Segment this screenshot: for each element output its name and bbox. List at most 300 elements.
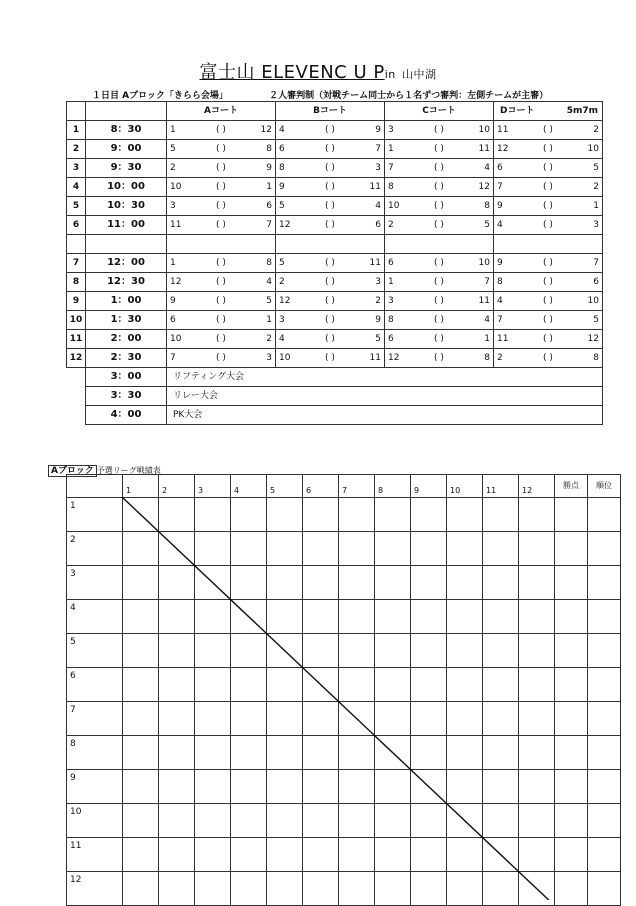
match — [388, 202, 490, 211]
event-time: 3：00 — [86, 368, 167, 387]
team-left: 12 — [170, 276, 182, 287]
row-team-number: 12 — [67, 872, 123, 906]
team-right: 7 — [593, 257, 599, 268]
result-cell — [375, 532, 411, 566]
result-cell — [375, 736, 411, 770]
match-cell — [276, 121, 385, 140]
result-cell — [339, 634, 375, 668]
score-parens: ( ) — [434, 219, 444, 230]
result-cell — [303, 634, 339, 668]
result-cell — [195, 566, 231, 600]
result-cell — [483, 702, 519, 736]
round-number: 10 — [67, 311, 86, 330]
kickoff-time: 12：30 — [86, 273, 167, 292]
result-cell — [303, 498, 339, 532]
match — [279, 278, 381, 287]
team-right: 8 — [484, 352, 490, 363]
team-left: 12 — [279, 219, 291, 230]
score-parens: ( ) — [434, 143, 444, 154]
kickoff-time: 9：30 — [86, 159, 167, 178]
result-cell — [267, 702, 303, 736]
team-left: 9 — [497, 200, 503, 211]
result-cell — [123, 702, 159, 736]
match — [279, 126, 381, 135]
match-cell — [276, 311, 385, 330]
score-parens: ( ) — [543, 257, 553, 268]
match-cell — [276, 273, 385, 292]
result-cell — [411, 736, 447, 770]
result-cell — [267, 804, 303, 838]
result-cell — [123, 634, 159, 668]
court-header: Cコート — [385, 102, 494, 121]
match-cell — [167, 311, 276, 330]
court-header-label: Dコート — [500, 106, 535, 116]
event-name: PK大会 — [167, 406, 603, 425]
result-cell — [375, 668, 411, 702]
round-number: 12 — [67, 349, 86, 368]
result-cell — [303, 566, 339, 600]
col-team-number: 10 — [447, 475, 483, 498]
result-cell — [411, 566, 447, 600]
league-row — [67, 566, 621, 600]
col-team-number: 12 — [519, 475, 555, 498]
result-cell — [123, 872, 159, 906]
result-cell — [483, 872, 519, 906]
match — [497, 278, 599, 287]
result-cell — [483, 770, 519, 804]
league-row — [67, 702, 621, 736]
match — [388, 126, 490, 135]
team-left: 8 — [497, 276, 503, 287]
result-cell — [519, 498, 555, 532]
score-parens: ( ) — [543, 162, 553, 173]
spacer — [67, 406, 86, 425]
match — [388, 335, 490, 344]
score-parens: ( ) — [325, 143, 335, 154]
team-right: 7 — [484, 276, 490, 287]
match — [497, 316, 599, 325]
team-left: 12 — [279, 295, 291, 306]
league-row — [67, 872, 621, 906]
match — [170, 259, 272, 268]
summary-cell — [555, 702, 588, 736]
match-cell — [167, 140, 276, 159]
result-cell — [195, 634, 231, 668]
result-cell — [303, 736, 339, 770]
result-cell — [339, 566, 375, 600]
result-cell — [411, 532, 447, 566]
score-parens: ( ) — [216, 143, 226, 154]
result-cell — [123, 736, 159, 770]
match-cell — [276, 140, 385, 159]
team-left: 1 — [388, 143, 394, 154]
score-parens: ( ) — [216, 162, 226, 173]
match — [170, 164, 272, 173]
match-cell — [494, 140, 603, 159]
round-number: 7 — [67, 254, 86, 273]
result-cell — [483, 498, 519, 532]
result-cell — [231, 770, 267, 804]
match-cell — [167, 349, 276, 368]
match — [497, 183, 599, 192]
team-right: 6 — [375, 219, 381, 230]
team-right: 5 — [593, 314, 599, 325]
score-parens: ( ) — [325, 257, 335, 268]
kickoff-time: 8：30 — [86, 121, 167, 140]
row-team-number: 4 — [67, 600, 123, 634]
blank-cell — [167, 235, 276, 254]
result-cell — [375, 702, 411, 736]
schedule-subtitle — [92, 88, 548, 101]
match — [170, 145, 272, 154]
kickoff-time: 2：30 — [86, 349, 167, 368]
result-cell — [195, 872, 231, 906]
result-cell — [339, 498, 375, 532]
team-right: 3 — [593, 219, 599, 230]
team-left: 5 — [170, 143, 176, 154]
match — [170, 354, 272, 363]
match — [388, 316, 490, 325]
result-cell — [123, 770, 159, 804]
result-cell — [375, 600, 411, 634]
result-cell — [159, 600, 195, 634]
result-cell — [519, 838, 555, 872]
match — [497, 164, 599, 173]
result-cell — [123, 532, 159, 566]
score-parens: ( ) — [216, 333, 226, 344]
result-cell — [447, 668, 483, 702]
match-cell — [494, 273, 603, 292]
result-cell — [159, 532, 195, 566]
team-left: 6 — [388, 257, 394, 268]
result-cell — [231, 872, 267, 906]
team-left: 8 — [388, 314, 394, 325]
team-right: 11 — [369, 257, 381, 268]
team-left: 4 — [497, 295, 503, 306]
result-cell — [231, 532, 267, 566]
summary-cell — [555, 804, 588, 838]
team-right: 12 — [587, 333, 599, 344]
summary-cell — [555, 566, 588, 600]
team-left: 3 — [388, 295, 394, 306]
score-parens: ( ) — [325, 124, 335, 135]
schedule-row — [67, 273, 603, 292]
team-right: 5 — [375, 333, 381, 344]
team-left: 12 — [497, 143, 509, 154]
kickoff-time: 9：00 — [86, 140, 167, 159]
team-right: 11 — [369, 352, 381, 363]
team-left: 3 — [170, 200, 176, 211]
result-cell — [303, 838, 339, 872]
match-cell — [167, 330, 276, 349]
team-right: 3 — [266, 352, 272, 363]
league-row — [67, 770, 621, 804]
result-cell — [339, 872, 375, 906]
schedule-row — [67, 121, 603, 140]
team-right: 7 — [266, 219, 272, 230]
league-row — [67, 498, 621, 532]
team-right: 1 — [266, 314, 272, 325]
match — [388, 164, 490, 173]
team-right: 3 — [375, 276, 381, 287]
match-cell — [385, 349, 494, 368]
match-cell — [494, 330, 603, 349]
match — [170, 221, 272, 230]
match-cell — [167, 254, 276, 273]
schedule-row — [67, 349, 603, 368]
match-cell — [167, 178, 276, 197]
match-cell — [494, 178, 603, 197]
match-cell — [385, 140, 494, 159]
league-row — [67, 736, 621, 770]
team-left: 11 — [497, 124, 509, 135]
team-left: 10 — [170, 333, 182, 344]
col-team-number: 5 — [267, 475, 303, 498]
summary-cell — [588, 770, 621, 804]
team-left: 8 — [279, 162, 285, 173]
score-parens: ( ) — [434, 162, 444, 173]
team-left: 7 — [170, 352, 176, 363]
summary-cell — [588, 736, 621, 770]
match-cell — [385, 273, 494, 292]
event-row — [67, 368, 603, 387]
court-header: Bコート — [276, 102, 385, 121]
schedule-row — [67, 216, 603, 235]
team-left: 5 — [279, 200, 285, 211]
schedule-row — [67, 254, 603, 273]
match — [388, 183, 490, 192]
score-parens: ( ) — [543, 219, 553, 230]
summary-cell — [588, 532, 621, 566]
team-right: 6 — [593, 276, 599, 287]
match-cell — [385, 292, 494, 311]
league-row — [67, 668, 621, 702]
col-team-number: 9 — [411, 475, 447, 498]
score-parens: ( ) — [216, 219, 226, 230]
team-right: 12 — [478, 181, 490, 192]
result-cell — [159, 736, 195, 770]
round-number: 11 — [67, 330, 86, 349]
row-team-number: 6 — [67, 668, 123, 702]
col-team-number: 6 — [303, 475, 339, 498]
result-cell — [483, 532, 519, 566]
match-cell — [385, 216, 494, 235]
lunch-break-row — [67, 235, 603, 254]
match-cell — [494, 159, 603, 178]
team-left: 7 — [497, 314, 503, 325]
result-cell — [195, 600, 231, 634]
result-cell — [375, 566, 411, 600]
round-number: 1 — [67, 121, 86, 140]
match — [279, 202, 381, 211]
score-parens: ( ) — [325, 162, 335, 173]
match — [170, 278, 272, 287]
result-cell — [195, 498, 231, 532]
match-cell — [385, 330, 494, 349]
result-cell — [483, 566, 519, 600]
match — [279, 335, 381, 344]
result-cell — [447, 498, 483, 532]
result-cell — [519, 532, 555, 566]
result-cell — [195, 804, 231, 838]
match — [388, 297, 490, 306]
team-left: 9 — [170, 295, 176, 306]
league-row — [67, 804, 621, 838]
team-right: 4 — [484, 314, 490, 325]
event-name: リフティング大会 — [167, 368, 603, 387]
match — [497, 297, 599, 306]
team-right: 4 — [484, 162, 490, 173]
kickoff-time: 10：30 — [86, 197, 167, 216]
result-cell — [411, 770, 447, 804]
match-cell — [276, 292, 385, 311]
team-left: 6 — [497, 162, 503, 173]
result-cell — [447, 872, 483, 906]
result-cell — [195, 838, 231, 872]
result-cell — [519, 872, 555, 906]
score-parens: ( ) — [434, 181, 444, 192]
match-cell — [167, 121, 276, 140]
summary-cell — [555, 770, 588, 804]
score-parens: ( ) — [216, 352, 226, 363]
match — [279, 259, 381, 268]
round-number: 5 — [67, 197, 86, 216]
match-cell — [494, 349, 603, 368]
schedule-row — [67, 311, 603, 330]
schedule-row — [67, 178, 603, 197]
header-blank — [67, 102, 86, 121]
score-parens: ( ) — [434, 314, 444, 325]
result-cell — [519, 770, 555, 804]
summary-cell — [588, 804, 621, 838]
team-right: 2 — [593, 124, 599, 135]
spacer — [67, 368, 86, 387]
result-cell — [267, 532, 303, 566]
score-parens: ( ) — [543, 200, 553, 211]
schedule-row — [67, 330, 603, 349]
result-cell — [231, 804, 267, 838]
score-parens: ( ) — [216, 124, 226, 135]
result-cell — [447, 600, 483, 634]
round-number: 4 — [67, 178, 86, 197]
score-parens: ( ) — [543, 352, 553, 363]
league-row — [67, 600, 621, 634]
match-cell — [385, 178, 494, 197]
result-cell — [519, 566, 555, 600]
summary-cell — [555, 532, 588, 566]
match-cell — [276, 330, 385, 349]
team-left: 11 — [170, 219, 182, 230]
team-right: 6 — [266, 200, 272, 211]
court-header: Aコート — [167, 102, 276, 121]
result-cell — [411, 702, 447, 736]
result-cell — [123, 600, 159, 634]
match-cell — [494, 216, 603, 235]
result-cell — [231, 838, 267, 872]
team-right: 2 — [375, 295, 381, 306]
result-cell — [519, 668, 555, 702]
result-cell — [159, 838, 195, 872]
schedule-row — [67, 197, 603, 216]
match-cell — [494, 292, 603, 311]
result-cell — [231, 566, 267, 600]
result-cell — [339, 804, 375, 838]
summary-cell — [555, 736, 588, 770]
row-team-number: 7 — [67, 702, 123, 736]
result-cell — [519, 634, 555, 668]
result-cell — [123, 668, 159, 702]
score-parens: ( ) — [434, 333, 444, 344]
team-left: 8 — [388, 181, 394, 192]
match-cell — [167, 273, 276, 292]
score-parens: ( ) — [325, 314, 335, 325]
result-cell — [159, 804, 195, 838]
result-cell — [159, 566, 195, 600]
team-left: 2 — [497, 352, 503, 363]
match-schedule-table — [66, 101, 603, 425]
result-cell — [375, 838, 411, 872]
spacer — [67, 387, 86, 406]
team-left: 6 — [170, 314, 176, 325]
score-parens: ( ) — [216, 200, 226, 211]
team-left: 10 — [170, 181, 182, 192]
team-left: 4 — [279, 124, 285, 135]
league-row — [67, 532, 621, 566]
col-team-number: 8 — [375, 475, 411, 498]
result-cell — [267, 736, 303, 770]
result-cell — [267, 498, 303, 532]
team-left: 11 — [497, 333, 509, 344]
col-team-number: 3 — [195, 475, 231, 498]
result-cell — [195, 702, 231, 736]
team-left: 9 — [279, 181, 285, 192]
team-left: 4 — [497, 219, 503, 230]
result-cell — [159, 634, 195, 668]
team-left: 10 — [388, 200, 400, 211]
team-right: 8 — [593, 352, 599, 363]
match — [170, 183, 272, 192]
summary-cell — [588, 702, 621, 736]
team-right: 10 — [587, 143, 599, 154]
result-cell — [375, 872, 411, 906]
result-cell — [375, 498, 411, 532]
team-left: 2 — [170, 162, 176, 173]
score-parens: ( ) — [216, 276, 226, 287]
match-cell — [276, 349, 385, 368]
result-cell — [267, 668, 303, 702]
result-cell — [447, 804, 483, 838]
row-team-number: 5 — [67, 634, 123, 668]
schedule-row — [67, 292, 603, 311]
result-cell — [159, 872, 195, 906]
match — [388, 221, 490, 230]
match-cell — [276, 178, 385, 197]
round-number: 6 — [67, 216, 86, 235]
result-cell — [519, 702, 555, 736]
result-cell — [483, 838, 519, 872]
result-cell — [159, 498, 195, 532]
match — [170, 297, 272, 306]
schedule-row — [67, 159, 603, 178]
match — [279, 183, 381, 192]
summary-cell — [588, 872, 621, 906]
round-number: 3 — [67, 159, 86, 178]
score-parens: ( ) — [325, 352, 335, 363]
match-cell — [276, 216, 385, 235]
kickoff-time: 11：00 — [86, 216, 167, 235]
round-number: 9 — [67, 292, 86, 311]
day-block-label: １日目 Aブロック「きらら会場」 — [92, 91, 228, 101]
